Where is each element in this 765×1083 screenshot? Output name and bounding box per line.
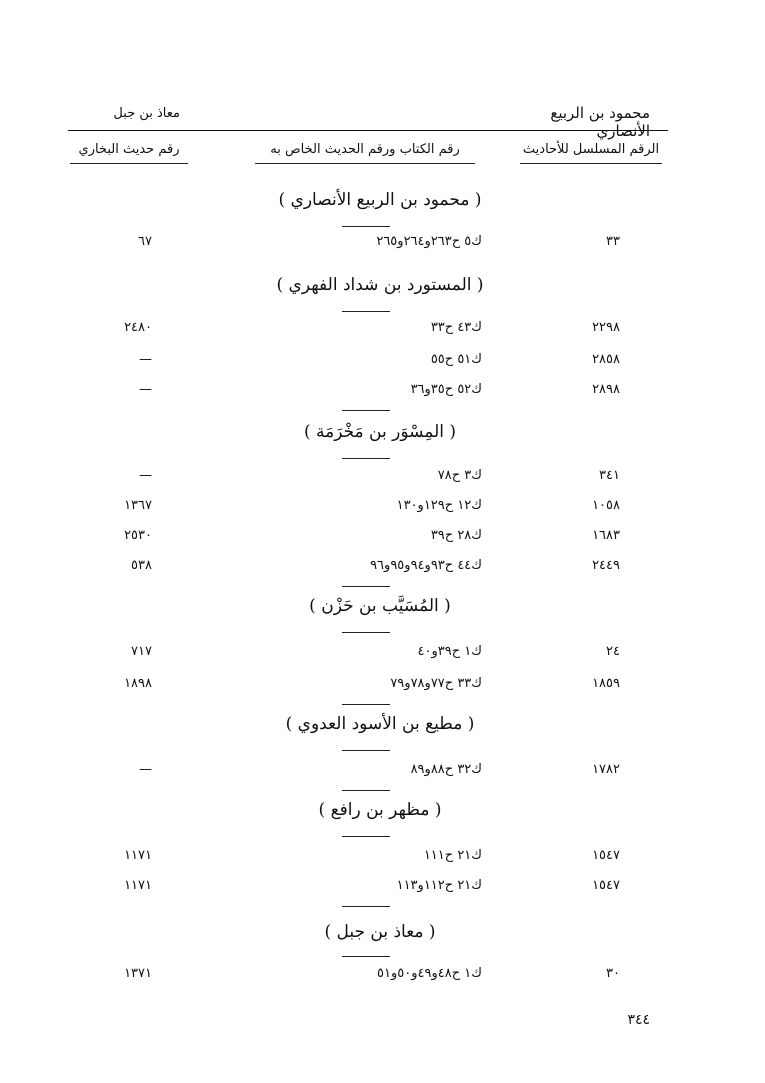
section-rule <box>342 750 390 751</box>
column-header-bukhari <box>70 142 188 157</box>
serial-number: ٢٨٥٨ <box>592 352 620 367</box>
serial-number: ١٠٥٨ <box>592 498 620 513</box>
table-row <box>0 234 765 256</box>
table-row <box>0 320 765 342</box>
table-row <box>0 966 765 988</box>
column-header-ref-label: رقم الكتاب ورقم الحديث الخاص به <box>270 142 460 157</box>
book-hadith-ref: ك٤٤ ح٩٣و٩٤و٩٥و٩٦ <box>370 558 482 573</box>
serial-number: ١٦٨٣ <box>592 528 620 543</box>
section-title: ( المِسْوَر بن مَخْرَمَة ) <box>303 422 457 442</box>
running-header-right: محمود بن الربيع الأنصاري <box>550 104 650 140</box>
book-hadith-ref: ك٤٣ ح٣٣ <box>430 320 482 335</box>
book-hadith-ref: ك١٢ ح١٢٩و١٣٠ <box>396 498 482 513</box>
serial-number: ٢٨٩٨ <box>592 382 620 397</box>
column-header-underline <box>70 163 188 164</box>
book-hadith-ref: ك١ ح٤٨و٤٩و٥٠و٥١ <box>377 966 482 981</box>
section-rule <box>342 311 390 312</box>
book-hadith-ref: ك١ ح٣٩و٤٠ <box>417 644 482 659</box>
section-rule <box>342 410 390 411</box>
book-hadith-ref: ك٢١ ح١١١ <box>423 848 482 863</box>
bukhari-number: ٢٤٨٠ <box>124 320 152 335</box>
serial-number: ٢٤٤٩ <box>592 558 620 573</box>
column-header-underline <box>520 163 662 164</box>
book-hadith-ref: ك٣ ح٧٨ <box>437 468 482 483</box>
column-header-bukhari-label: رقم حديث البخاري <box>78 142 180 157</box>
section-title: ( مظهر بن رافع ) <box>318 800 442 820</box>
table-row <box>0 528 765 550</box>
bukhari-number: ٢٥٣٠ <box>124 528 152 543</box>
serial-number: ١٥٤٧ <box>592 848 620 863</box>
column-header-serial <box>520 142 662 157</box>
table-row <box>0 644 765 666</box>
book-hadith-ref: ك٢١ ح١١٢و١١٣ <box>396 878 482 893</box>
column-header-serial-label: الرقم المسلسل للأحاديث <box>522 142 660 157</box>
section-title: ( مطيع بن الأسود العدوي ) <box>285 714 475 734</box>
header-rule <box>68 130 668 131</box>
section-rule <box>342 836 390 837</box>
book-hadith-ref: ك٥ ح٢٦٣و٢٦٤و٢٦٥ <box>376 234 482 249</box>
serial-number: ١٧٨٢ <box>592 762 620 777</box>
bukhari-number: — <box>139 468 152 483</box>
bukhari-number: ١٣٦٧ <box>124 498 152 513</box>
table-row <box>0 558 765 580</box>
section-rule <box>342 586 390 587</box>
bukhari-number: ١٣٧١ <box>124 966 152 981</box>
column-header-underline <box>255 163 475 164</box>
book-hadith-ref: ك٣٣ ح٧٧و٧٨و٧٩ <box>390 676 482 691</box>
book-hadith-ref: ك٢٨ ح٣٩ <box>430 528 482 543</box>
bukhari-number: ١٨٩٨ <box>124 676 152 691</box>
serial-number: ٢٢٩٨ <box>592 320 620 335</box>
bukhari-number: ١١٧١ <box>124 848 152 863</box>
table-row <box>0 848 765 870</box>
section-title: ( المُسَيَّب بن حَزْن ) <box>309 596 451 616</box>
table-row <box>0 382 765 404</box>
table-row <box>0 676 765 698</box>
serial-number: ١٥٤٧ <box>592 878 620 893</box>
section-rule <box>342 790 390 791</box>
section-title: ( المستورد بن شداد الفهري ) <box>276 275 484 295</box>
section-rule <box>342 956 390 957</box>
serial-number: ١٨٥٩ <box>592 676 620 691</box>
section-title: ( معاذ بن جبل ) <box>324 922 436 942</box>
table-row <box>0 498 765 520</box>
bukhari-number: ٥٣٨ <box>131 558 152 573</box>
bukhari-number: — <box>139 352 152 367</box>
section-rule <box>342 704 390 705</box>
section-rule <box>342 906 390 907</box>
serial-number: ٣٣ <box>606 234 620 249</box>
bukhari-number: ٦٧ <box>138 234 152 249</box>
section-rule <box>342 458 390 459</box>
running-header-left: معاذ بن جبل <box>113 106 180 121</box>
bukhari-number: — <box>139 382 152 397</box>
bukhari-number: ٧١٧ <box>131 644 152 659</box>
table-row <box>0 878 765 900</box>
book-hadith-ref: ك٥٢ ح٣٥و٣٦ <box>410 382 482 397</box>
bukhari-number: — <box>139 762 152 777</box>
section-title: ( محمود بن الربيع الأنصاري ) <box>278 190 482 210</box>
column-header-ref <box>255 142 475 157</box>
book-hadith-ref: ك٥١ ح٥٥ <box>430 352 482 367</box>
bukhari-number: ١١٧١ <box>124 878 152 893</box>
serial-number: ٢٤ <box>606 644 620 659</box>
table-row <box>0 468 765 490</box>
section-rule <box>342 226 390 227</box>
serial-number: ٣٤١ <box>599 468 620 483</box>
page-number: ٣٤٤ <box>627 1012 650 1028</box>
table-row <box>0 352 765 374</box>
section-rule <box>342 632 390 633</box>
serial-number: ٣٠ <box>606 966 620 981</box>
table-row <box>0 762 765 784</box>
book-hadith-ref: ك٣٢ ح٨٨و٨٩ <box>410 762 482 777</box>
